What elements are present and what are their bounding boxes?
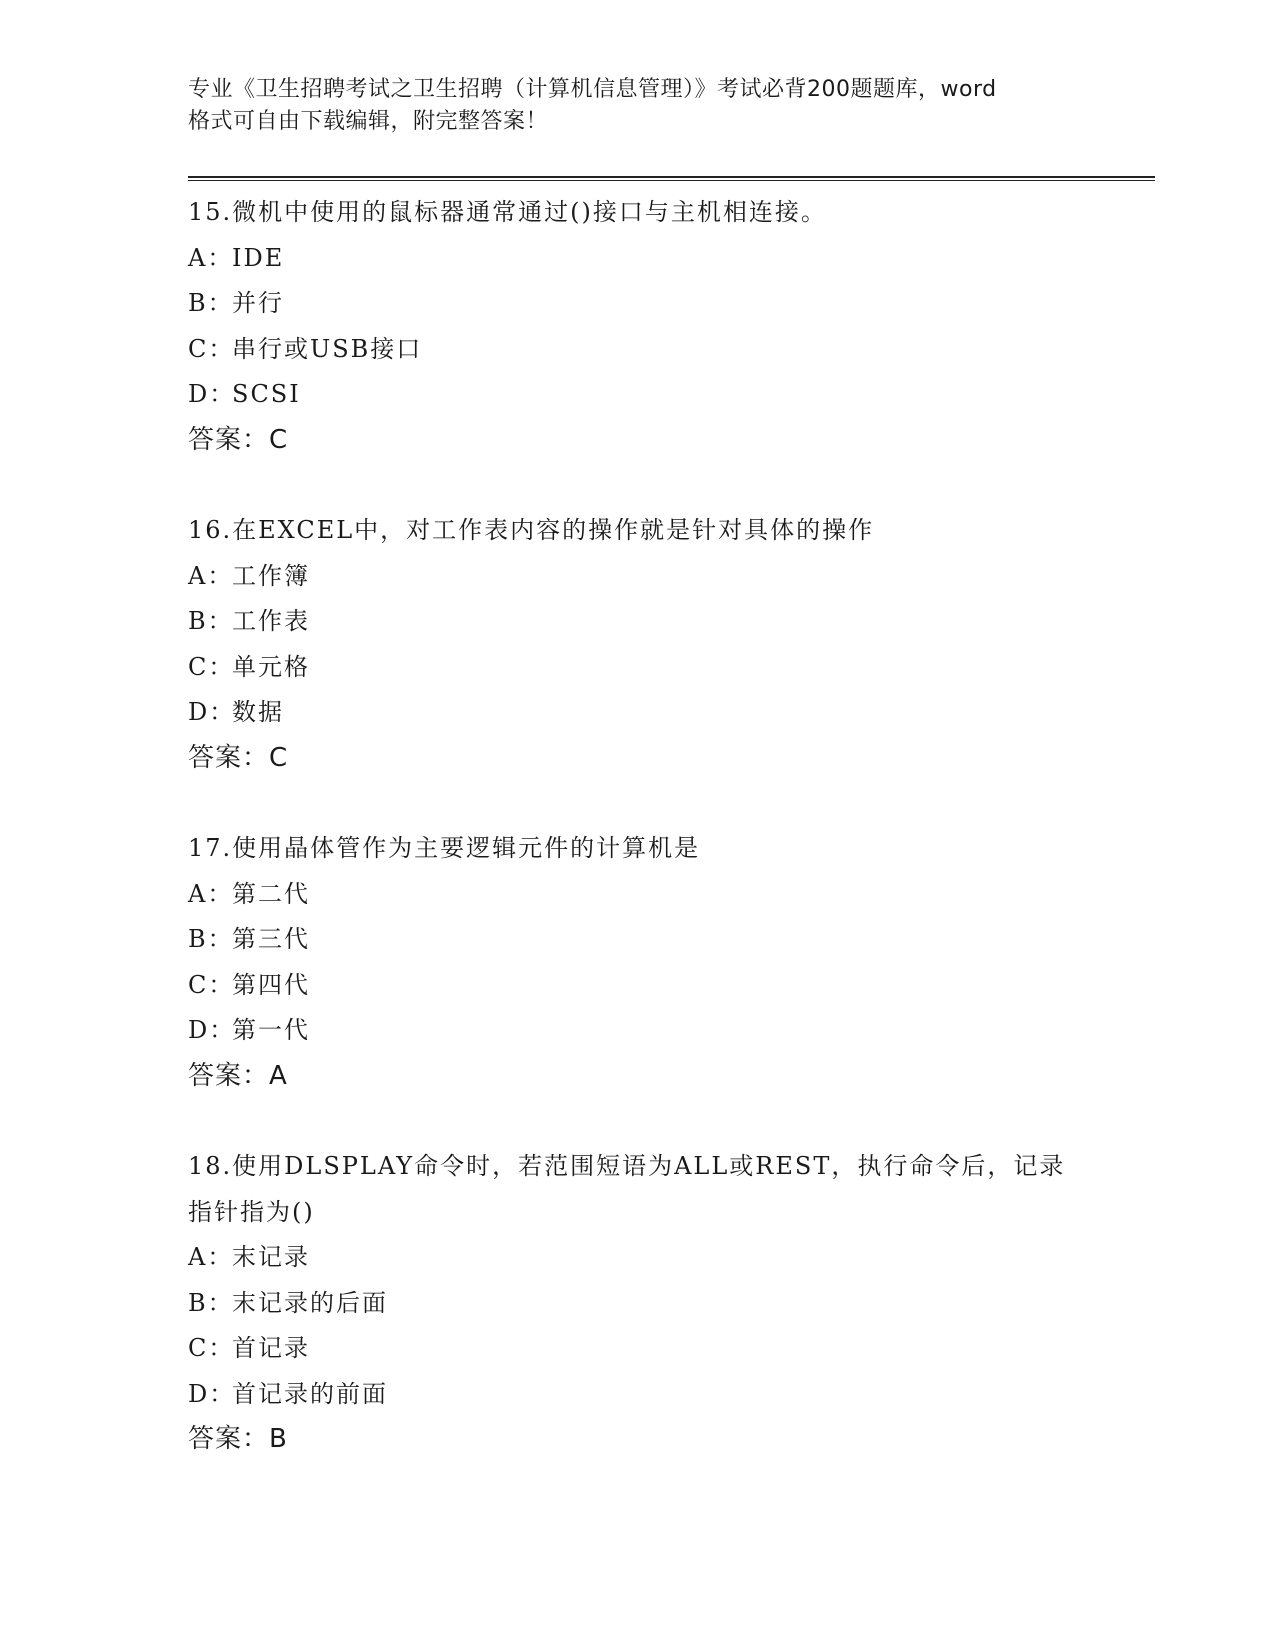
option-key: A： (188, 243, 234, 272)
option-a (188, 236, 1088, 282)
option-d (188, 1008, 1088, 1054)
question-18 (188, 1144, 1088, 1463)
header-divider (188, 176, 1155, 181)
option-a (188, 1235, 1088, 1281)
option-text: 首记录的前面 (232, 1379, 388, 1408)
option-text: 末记录 (232, 1243, 310, 1271)
option-text: 工作表 (232, 607, 310, 635)
option-b (188, 599, 1088, 645)
question-17 (188, 826, 1088, 1099)
answer-line: 答案：B (188, 1424, 288, 1454)
question-text: 18.使用DLSPLAY命令时，若范围短语为ALL或REST，执行命令后，记录指针指为() (188, 1152, 1066, 1226)
option-text: 第三代 (232, 925, 310, 953)
question-text: 16.在EXCEL中，对工作表内容的操作就是针对具体的操作 (188, 516, 875, 544)
option-key: C： (188, 970, 235, 999)
option-key: D： (188, 698, 236, 726)
option-c (188, 645, 1088, 691)
option-b (188, 917, 1088, 963)
answer-line: 答案：A (188, 1060, 288, 1091)
option-d (188, 690, 1088, 736)
option-key: B： (188, 925, 234, 953)
option-d (188, 372, 1088, 418)
option-key: A： (188, 879, 234, 908)
option-text: 第四代 (232, 970, 310, 999)
option-a (188, 872, 1088, 918)
option-text: 并行 (232, 289, 284, 317)
option-text: 数据 (232, 698, 284, 726)
option-key: B： (188, 289, 234, 317)
option-d (188, 1372, 1088, 1418)
option-text: 首记录 (232, 1334, 310, 1362)
option-key: D： (188, 380, 236, 408)
answer-line: 答案：C (188, 424, 289, 455)
option-text: 工作簿 (232, 561, 310, 590)
option-b (188, 281, 1088, 327)
option-key: A： (188, 561, 234, 590)
option-b (188, 1281, 1088, 1327)
option-text: SCSI (232, 380, 301, 408)
question-text: 15.微机中使用的鼠标器通常通过()接口与主机相连接。 (188, 198, 827, 226)
option-c (188, 1326, 1088, 1372)
option-c (188, 327, 1088, 373)
option-key: A： (188, 1243, 234, 1271)
option-a (188, 554, 1088, 600)
option-key: B： (188, 607, 234, 635)
option-key: C： (188, 1334, 235, 1362)
option-key: C： (188, 334, 235, 363)
option-text: 第一代 (232, 1016, 310, 1044)
option-text: 串行或USB接口 (232, 334, 423, 363)
question-15 (188, 190, 1088, 463)
question-16 (188, 508, 1088, 781)
answer-line: 答案：C (188, 742, 289, 773)
option-key: B： (188, 1288, 234, 1317)
question-text: 17.使用晶体管作为主要逻辑元件的计算机是 (188, 834, 701, 862)
option-c (188, 963, 1088, 1009)
question-list (188, 190, 1088, 1508)
option-text: 末记录的后面 (232, 1288, 388, 1317)
header-line-1: 专业《卫生招聘考试之卫生招聘（计算机信息管理）》考试必背200题题库，word (188, 77, 997, 102)
option-key: C： (188, 652, 235, 681)
header-line-2: 格式可自由下载编辑，附完整答案！ (188, 109, 549, 134)
option-text: 第二代 (232, 879, 310, 908)
option-key: D： (188, 1379, 236, 1408)
document-header (188, 74, 1088, 138)
option-text: IDE (232, 243, 285, 272)
option-key: D： (188, 1016, 236, 1044)
option-text: 单元格 (232, 652, 310, 681)
